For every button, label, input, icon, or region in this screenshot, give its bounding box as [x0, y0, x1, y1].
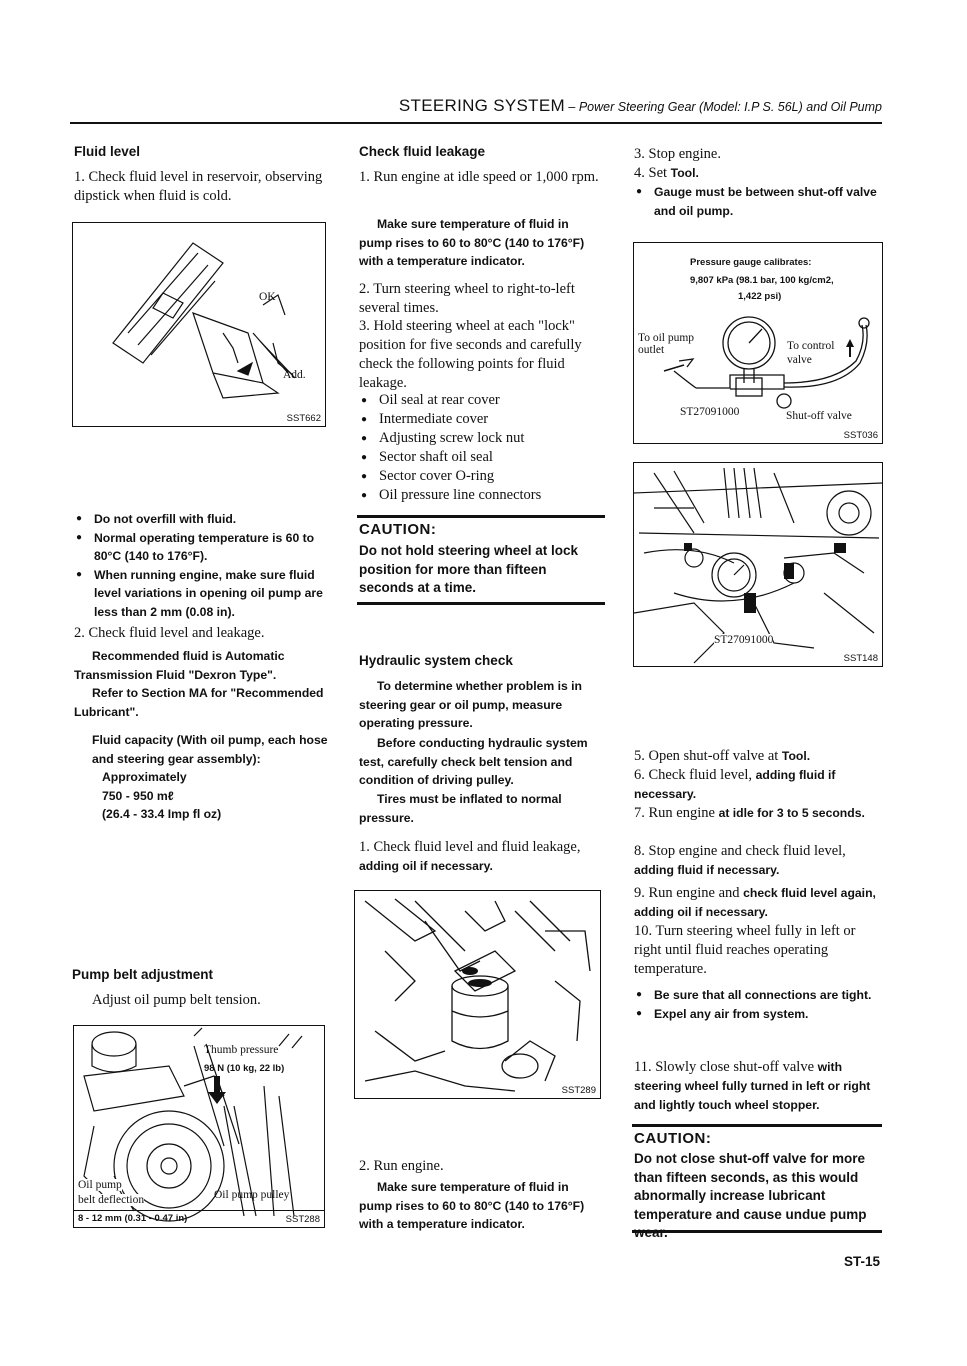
header-subtitle: – Power Steering Gear (Model: I.P S. 56L) and Oil Pump	[564, 100, 882, 114]
figure-caption-divider	[74, 1210, 324, 1211]
label-calibrates: Pressure gauge calibrates:	[690, 257, 812, 268]
c3-step5-text: 5. Open shut-off valve at	[634, 748, 782, 764]
c3-step7-emph: at idle for 3 to 5 seconds.	[718, 806, 865, 820]
pump-belt-heading: Pump belt adjustment	[72, 967, 214, 982]
fluid-note-2: ● Normal operating temperature is 60 to 80°C (140 to 176°F).	[74, 529, 328, 566]
label-force: 98 N (10 kg, 22 lb)	[204, 1063, 285, 1074]
hydraulic-heading: Hydraulic system check	[359, 653, 513, 668]
recommended-fluid: Recommended fluid is Automatic Transmission Fluid "Dexron Type".	[74, 649, 285, 682]
reservoir-photo-illustration	[355, 891, 600, 1098]
c3-caution-title: CAUTION:	[634, 1130, 712, 1147]
caution-rule-bottom	[357, 602, 605, 605]
leak-point-2: ● Intermediate cover	[359, 410, 605, 429]
c3-step6-emph: adding fluid if necessary.	[634, 768, 836, 801]
c3-notes	[634, 986, 882, 1023]
hydraulic-intro: To determine whether problem is in steering gear or oil pump, measure operating pressure.	[359, 679, 582, 731]
refer-section: Refer to Section MA for "Recommended Lubricant".	[74, 686, 324, 719]
label-oil-pump: Oil pump	[78, 1179, 122, 1191]
leak-point-6: ● Oil pressure line connectors	[359, 486, 605, 505]
c3-step4-tool: Tool.	[670, 166, 699, 180]
fluid-notes	[74, 510, 328, 622]
figure-code-sst148: SST148	[843, 653, 878, 664]
leakage-points	[359, 391, 605, 505]
header-rule	[70, 122, 882, 124]
c3-caution-rule-top	[632, 1124, 882, 1127]
c3-step8-text: 8. Stop engine and check fluid level,	[634, 843, 846, 859]
c3-caution-rule-bottom	[632, 1230, 882, 1233]
c3-gauge-note	[634, 183, 882, 220]
leakage-caution-title: CAUTION:	[359, 521, 437, 538]
c3-step4-text: 4. Set	[634, 165, 671, 181]
fluid-level-step1: 1. Check fluid level in reservoir, observing dipstick when fluid is cold.	[74, 169, 323, 204]
leak-point-1: ● Oil seal at rear cover	[359, 391, 605, 410]
fluid-note-3: ● When running engine, make sure fluid level variations in opening oil pump are less than 2 mm (0.08 in).	[74, 566, 328, 622]
label-oil-pump-pulley: Oil pump pulley	[214, 1189, 290, 1201]
c3-step6	[634, 766, 882, 804]
fluid-level-step2: 2. Check fluid level and leakage.	[74, 625, 265, 641]
c3-step10: 10. Turn steering wheel fully in left or right until fluid reaches operating temperature.	[634, 923, 856, 977]
label-ok: OK	[259, 291, 276, 303]
capacity-line-1: Fluid capacity (With oil pump, each hose and steering gear assembly):	[92, 733, 328, 766]
label-valve: valve	[787, 354, 812, 366]
leakage-caution-text: Do not hold steering wheel at lock position for more than fifteen seconds at a time.	[359, 543, 579, 595]
fluid-level-heading: Fluid level	[74, 144, 141, 159]
label-outlet: outlet	[638, 344, 665, 356]
capacity-line-4: (26.4 - 33.4 Imp fl oz)	[102, 807, 222, 822]
c3-step6-text: 6. Check fluid level,	[634, 767, 756, 783]
pressure-gauge-figure	[633, 242, 883, 444]
c3-step5	[634, 747, 882, 766]
leak-point-5: ● Sector cover O-ring	[359, 467, 605, 486]
page-number: ST-15	[843, 1254, 880, 1269]
hydraulic-step2-note: Make sure temperature of fluid in pump rises to 60 to 80°C (140 to 176°F) with a temperature indicator.	[359, 1180, 585, 1232]
capacity-line-3: 750 - 950 mℓ	[102, 788, 174, 803]
c3-step8-emph: adding fluid if necessary.	[634, 863, 780, 877]
connection-note: ● Be sure that all connections are tight.	[634, 986, 882, 1005]
hydraulic-step1-emph: adding oil if necessary.	[359, 859, 493, 873]
c3-step7	[634, 804, 882, 823]
figure-code-sst662: SST662	[286, 413, 321, 424]
expel-air-note: ● Expel any air from system.	[634, 1005, 882, 1024]
leak-point-3: ● Adjusting screw lock nut	[359, 429, 605, 448]
c3-step9-emph: check fluid level again, adding oil if necessary.	[634, 886, 876, 919]
dipstick-illustration	[73, 223, 325, 426]
c3-step4	[634, 164, 882, 183]
c3-step11-text: 11. Slowly close shut-off valve	[634, 1059, 818, 1075]
fluid-capacity	[92, 731, 328, 824]
label-add: Add.	[283, 369, 306, 381]
engine-photo-figure	[633, 462, 883, 667]
leak-point-4: ● Sector shaft oil seal	[359, 448, 605, 467]
label-to-control: To control	[787, 340, 835, 352]
reservoir-photo-figure	[354, 890, 601, 1099]
header-title: STEERING SYSTEM	[398, 96, 565, 115]
label-shutoff-valve: Shut-off valve	[786, 410, 852, 422]
c3-step8	[634, 842, 882, 880]
gauge-note: ● Gauge must be between shut-off valve and oil pump.	[634, 183, 882, 220]
fluid-note-1: ● Do not overfill with fluid.	[74, 510, 328, 529]
label-gauge-value-1: 9,807 kPa (98.1 bar, 100 kg/cm2,	[690, 275, 834, 286]
hydraulic-step1-text: 1. Check fluid level and fluid leakage,	[359, 839, 581, 855]
c3-caution-text: Do not close shut-off valve for more than fifteen seconds, as this would abnormally increase lubricant temperature and cause undue pump	[634, 1151, 867, 1222]
c3-step11-emph: with steering wheel fully turned in left or right and lightly touch wheel stopper.	[634, 1060, 871, 1112]
leakage-step2: 2. Turn steering wheel to right-to-left several times.	[359, 281, 575, 316]
label-tool-number: ST27091000	[680, 406, 740, 418]
hydraulic-step1	[359, 838, 605, 876]
c3-step11	[634, 1058, 882, 1115]
label-belt-deflection: belt deflection	[78, 1194, 145, 1206]
label-to-oil-pump: To oil pump	[638, 332, 695, 344]
c3-step9-text: 9. Run engine and	[634, 885, 744, 901]
c3-step5-tool: Tool.	[781, 749, 811, 763]
reservoir-dipstick-figure	[72, 222, 326, 427]
pump-belt-text: Adjust oil pump belt tension.	[92, 992, 261, 1008]
c3-step3: 3. Stop engine.	[634, 146, 721, 162]
leakage-step3: 3. Hold steering wheel at each "lock" position for five seconds and carefully check the following points for fluid leakage.	[359, 318, 582, 391]
figure-code-sst289: SST289	[561, 1085, 596, 1096]
figure-code-sst288: SST288	[285, 1214, 320, 1225]
page-header	[330, 96, 882, 116]
label-thumb-pressure: Thumb pressure	[204, 1044, 279, 1056]
label-tool-number-photo: ST27091000	[714, 634, 774, 646]
figure-code-sst036: SST036	[843, 430, 878, 441]
capacity-line-2: Approximately	[102, 770, 187, 785]
leakage-heading: Check fluid leakage	[359, 144, 486, 159]
hydraulic-tires: Tires must be inflated to normal pressure.	[359, 792, 562, 825]
hydraulic-before: Before conducting hydraulic system test, carefully check belt tension and condition of driving pulley.	[359, 736, 588, 788]
c3-step7-text: 7. Run engine	[634, 805, 719, 821]
pump-belt-figure	[73, 1025, 325, 1228]
caution-rule-top	[357, 515, 605, 518]
label-deflection-value: 8 - 12 mm (0.31 - 0.47 in)	[78, 1213, 188, 1224]
leakage-step1: 1. Run engine at idle speed or 1,000 rpm.	[359, 169, 599, 185]
hydraulic-step2: 2. Run engine.	[359, 1158, 444, 1174]
label-gauge-value-2: 1,422 psi)	[738, 291, 782, 302]
c3-step9	[634, 884, 882, 922]
leakage-temp-note: Make sure temperature of fluid in pump rises to 60 to 80°C (140 to 176°F) with a temperature indicator.	[359, 217, 585, 269]
